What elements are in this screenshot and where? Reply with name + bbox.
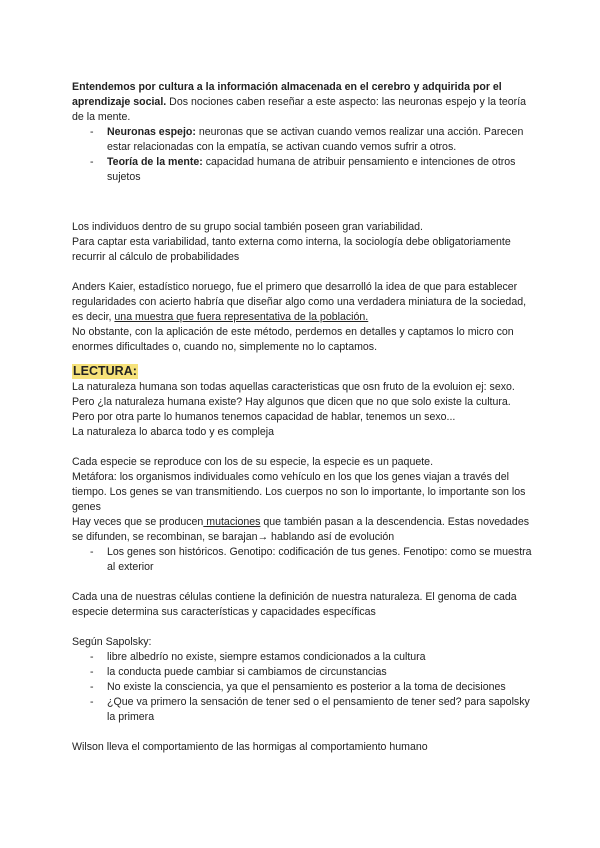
- human-nature-paragraph: La naturaleza humana son todas aquellas caracteristicas que osn fruto de la evoluion ej: sexo. Pero ¿la naturaleza humana existe? Hay algunos que dicen que no que solo existe la cultura. Pero por otra parte lo humanos tenemos capacidad de hablar, tenemos un sexo...: [72, 381, 515, 423]
- species-paragraph: Cada especie se reproduce con los de su especie, la especie es un paquete.: [72, 456, 434, 468]
- term-definition: capacidad humana de atribuir pensamiento e intenciones de otros sujetos: [107, 156, 516, 183]
- nature-summary: La naturaleza lo abarca todo y es compleja: [72, 426, 274, 438]
- metaphor-paragraph: Metáfora: los organismos individuales como vehículo en los que los genes viajan a través del tiempo. Los genes se van transmitiendo. Los cuerpos no son lo importante, lo importante son los genes: [72, 471, 526, 513]
- document-page: [72, 80, 532, 755]
- list-item: - ¿Que va primero la sensación de tener sed o el pensamiento de tener sed? para sapolsky la primera: [72, 695, 532, 725]
- term-definition: neuronas que se activan cuando vemos realizar una acción. Parecen estar relacionadas con la empatía, se activan cuando vemos sufrir a otros.: [107, 126, 524, 153]
- list-item: - No existe la consciencia, ya que el pensamiento es posterior a la toma de decisiones: [72, 680, 532, 695]
- kaier-underlined: una muestra que fuera representativa de la población.: [114, 311, 369, 323]
- term-mirror-neurons: Neuronas espejo:: [107, 126, 196, 138]
- variability-line-1: Los individuos dentro de su grupo social también poseen gran variabilidad.: [72, 221, 423, 233]
- intro-bold-text: Entendemos por cultura a la información almacenada en el cerebro y adquirida por el aprendizaje social.: [72, 81, 502, 108]
- intro-paragraph: [72, 80, 532, 125]
- list-item: [72, 155, 532, 185]
- list-item: - Los genes son históricos. Genotipo: codificación de tus genes. Fenotipo: como se muestra al exterior: [72, 545, 532, 575]
- lectura-heading: LECTURA:: [73, 364, 137, 378]
- kaier-paragraph: [72, 280, 532, 325]
- lectura-heading-row: [72, 364, 532, 380]
- list-item: - la conducta puede cambiar si cambiamos de circunstancias: [72, 665, 532, 680]
- concepts-list: [72, 125, 532, 185]
- kaier-text: Anders Kaier, estadístico noruego, fue el primero que desarrolló la idea de que para establecer regularidades con acierto habría que diseñar algo como una verdadera miniatura de la sociedad, es decir,: [72, 281, 527, 323]
- list-item: - libre albedrío no existe, siempre estamos condicionados a la cultura: [72, 650, 532, 665]
- mutations-text-pre: Hay veces que se producen: [72, 516, 204, 528]
- variability-line-2: Para captar esta variabilidad, tanto externa como interna, la sociología debe obligatoriamente recurrir al cálculo de probabilidades: [72, 236, 511, 263]
- list-item: [72, 125, 532, 155]
- intro-rest-text: Dos nociones caben reseñar a este aspecto: las neuronas espejo y la teoría de la mente.: [72, 96, 527, 123]
- mutations-text-post: que también pasan a la descendencia. Estas novedades se difunden, se recombinan, se barajan→ hablando así de evolución: [72, 516, 530, 543]
- sapolsky-list: [72, 650, 532, 725]
- sapolsky-heading: Según Sapolsky:: [72, 636, 152, 648]
- genes-list: [72, 545, 532, 575]
- wilson-paragraph: Wilson lleva el comportamiento de las hormigas al comportamiento humano: [72, 741, 428, 753]
- mutations-underlined: mutaciones: [203, 516, 261, 528]
- micro-paragraph: No obstante, con la aplicación de este método, perdemos en detalles y captamos lo micro con enormes dificultades o, cuando no, simplemente no lo captamos.: [72, 326, 514, 353]
- mutations-paragraph: [72, 515, 532, 545]
- term-theory-of-mind: Teoría de la mente:: [107, 156, 203, 168]
- cells-paragraph: Cada una de nuestras células contiene la definición de nuestra naturaleza. El genoma de cada especie determina sus características y capacidades específicas: [72, 591, 517, 618]
- variability-paragraph: [72, 220, 532, 265]
